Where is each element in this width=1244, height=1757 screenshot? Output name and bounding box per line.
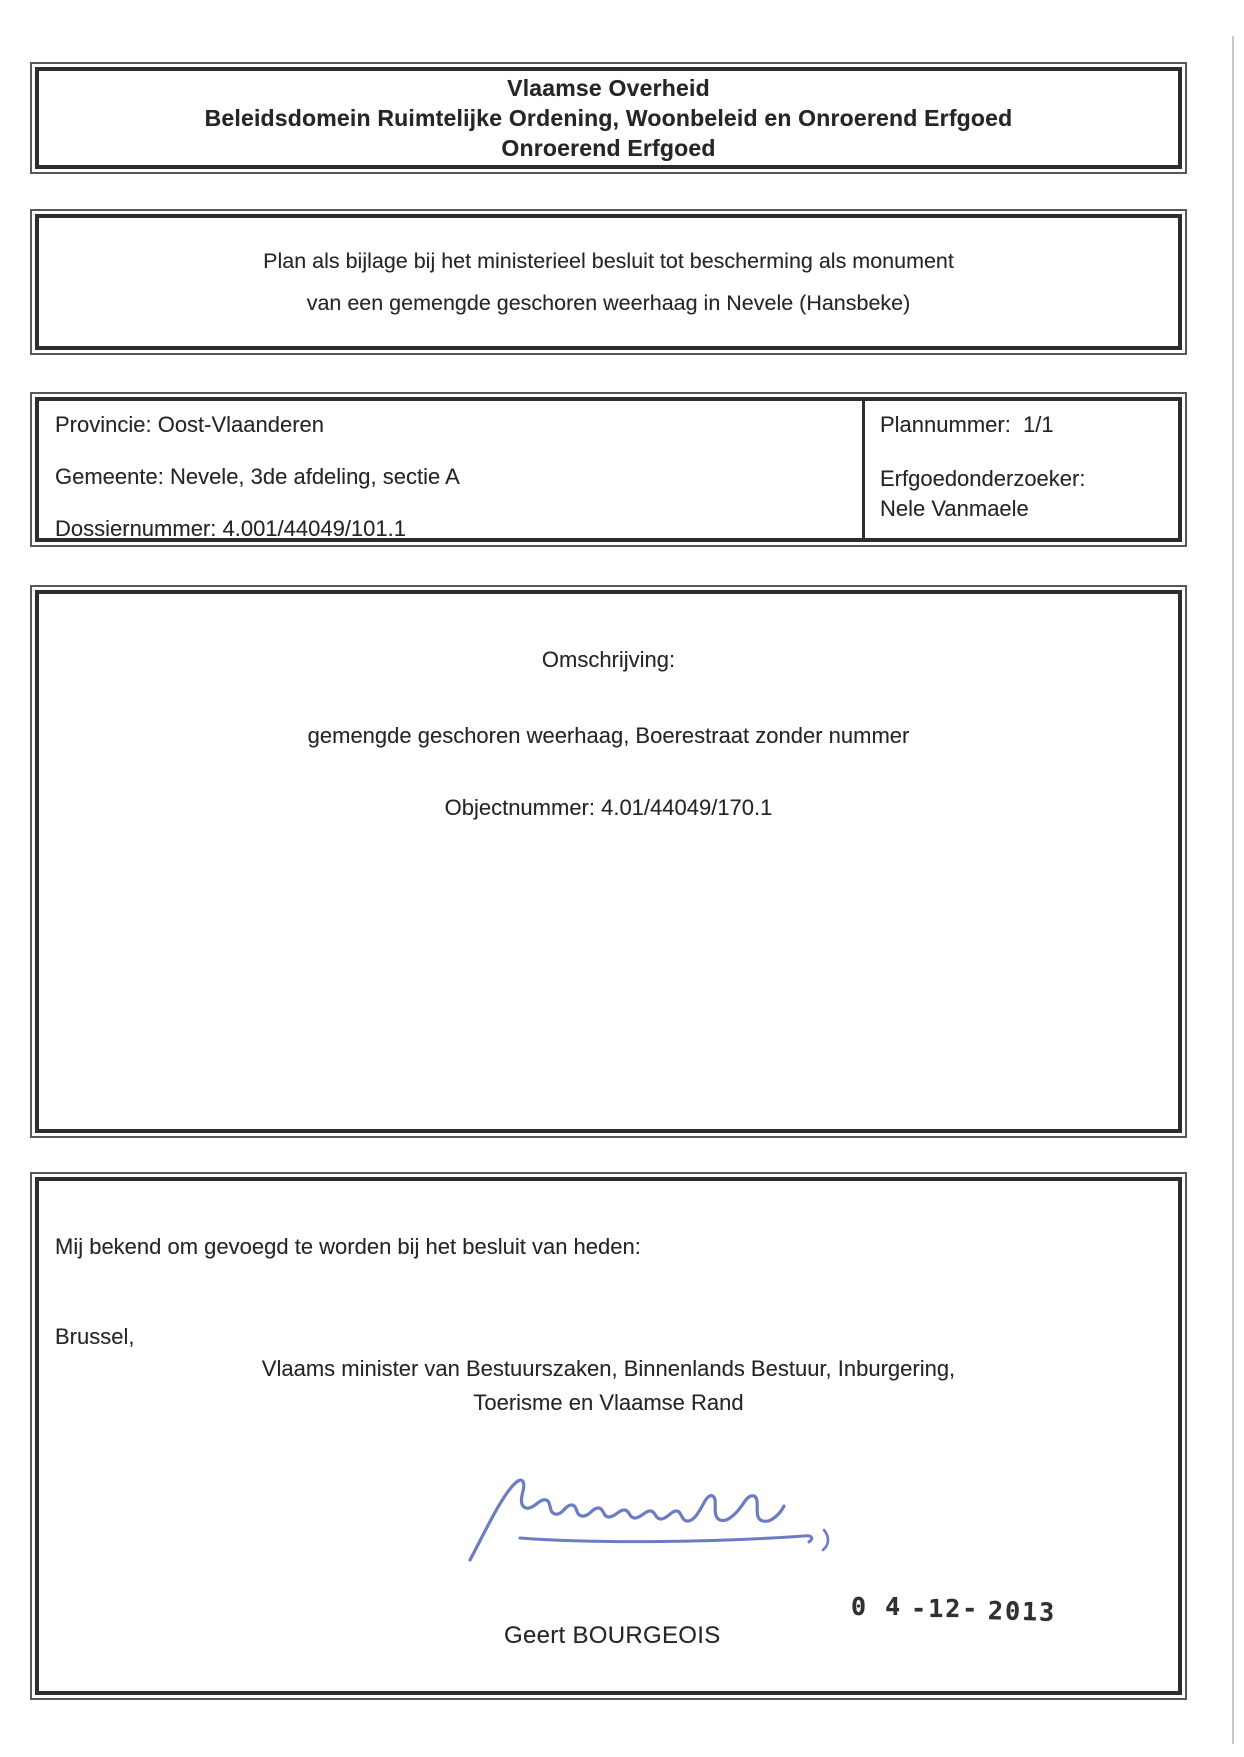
date-stamp-month: -12-: [911, 1594, 980, 1623]
date-stamp-year: 2013: [988, 1596, 1057, 1627]
signature-underline-stroke: [520, 1536, 812, 1542]
dossier-number-field: Dossiernummer: 4.001/44049/101.1: [55, 516, 406, 541]
municipality-field: Gemeente: Nevele, 3de afdeling, sectie A: [55, 464, 460, 489]
province-field: Provincie: Oost-Vlaanderen: [55, 412, 325, 437]
description-text: gemengde geschoren weerhaag, Boerestraat zonder nummer: [307, 723, 910, 748]
attachment-statement: Mij bekend om gevoegd te worden bij het besluit van heden:: [55, 1234, 641, 1259]
signature-scribble-icon: [460, 1466, 860, 1566]
signature-box-inner: [35, 1177, 1182, 1695]
column-divider: [862, 401, 865, 538]
heritage-researcher-name: Nele Vanmaele: [880, 496, 1029, 521]
header-box-inner: [35, 67, 1182, 169]
minister-title-line1: Vlaams minister van Bestuurszaken, Binnenlands Bestuur, Inburgering,: [261, 1356, 956, 1381]
header-box: [30, 62, 1187, 174]
info-box: [30, 392, 1187, 547]
authority-name: Vlaamse Overheid: [507, 75, 710, 101]
plan-title-line1: Plan als bijlage bij het ministerieel besluit tot bescherming als monument: [263, 249, 954, 273]
paper-edge-line: [1232, 36, 1234, 1744]
info-box-inner: [35, 397, 1182, 542]
description-box: [30, 585, 1187, 1138]
minister-title-line2: Toerisme en Vlaamse Rand: [473, 1390, 744, 1415]
signature-comma-stroke: [823, 1530, 828, 1550]
object-number-field: Objectnummer: 4.01/44049/170.1: [444, 795, 773, 820]
title-box-inner: [35, 214, 1182, 350]
plan-number-field: Plannummer: 1/1: [880, 412, 1054, 437]
description-box-inner: [35, 590, 1182, 1133]
agency-name: Onroerend Erfgoed: [501, 135, 716, 161]
minister-title: [39, 1352, 1178, 1420]
title-box: [30, 209, 1187, 355]
date-stamp: [851, 1592, 1057, 1627]
description-heading: Omschrijving:: [541, 647, 676, 672]
policy-domain-line: Beleidsdomein Ruimtelijke Ordening, Woonbeleid en Onroerend Erfgoed: [204, 105, 1013, 131]
signature-box: [30, 1172, 1187, 1700]
place-label: Brussel,: [55, 1324, 135, 1349]
signature-main-stroke: [470, 1480, 784, 1560]
date-stamp-day: 0 4: [851, 1592, 903, 1621]
heritage-researcher-label: Erfgoedonderzoeker:: [880, 466, 1086, 491]
plan-title-line2: van een gemengde geschoren weerhaag in Nevele (Hansbeke): [306, 291, 911, 315]
signer-name: Geert BOURGEOIS: [504, 1622, 721, 1649]
